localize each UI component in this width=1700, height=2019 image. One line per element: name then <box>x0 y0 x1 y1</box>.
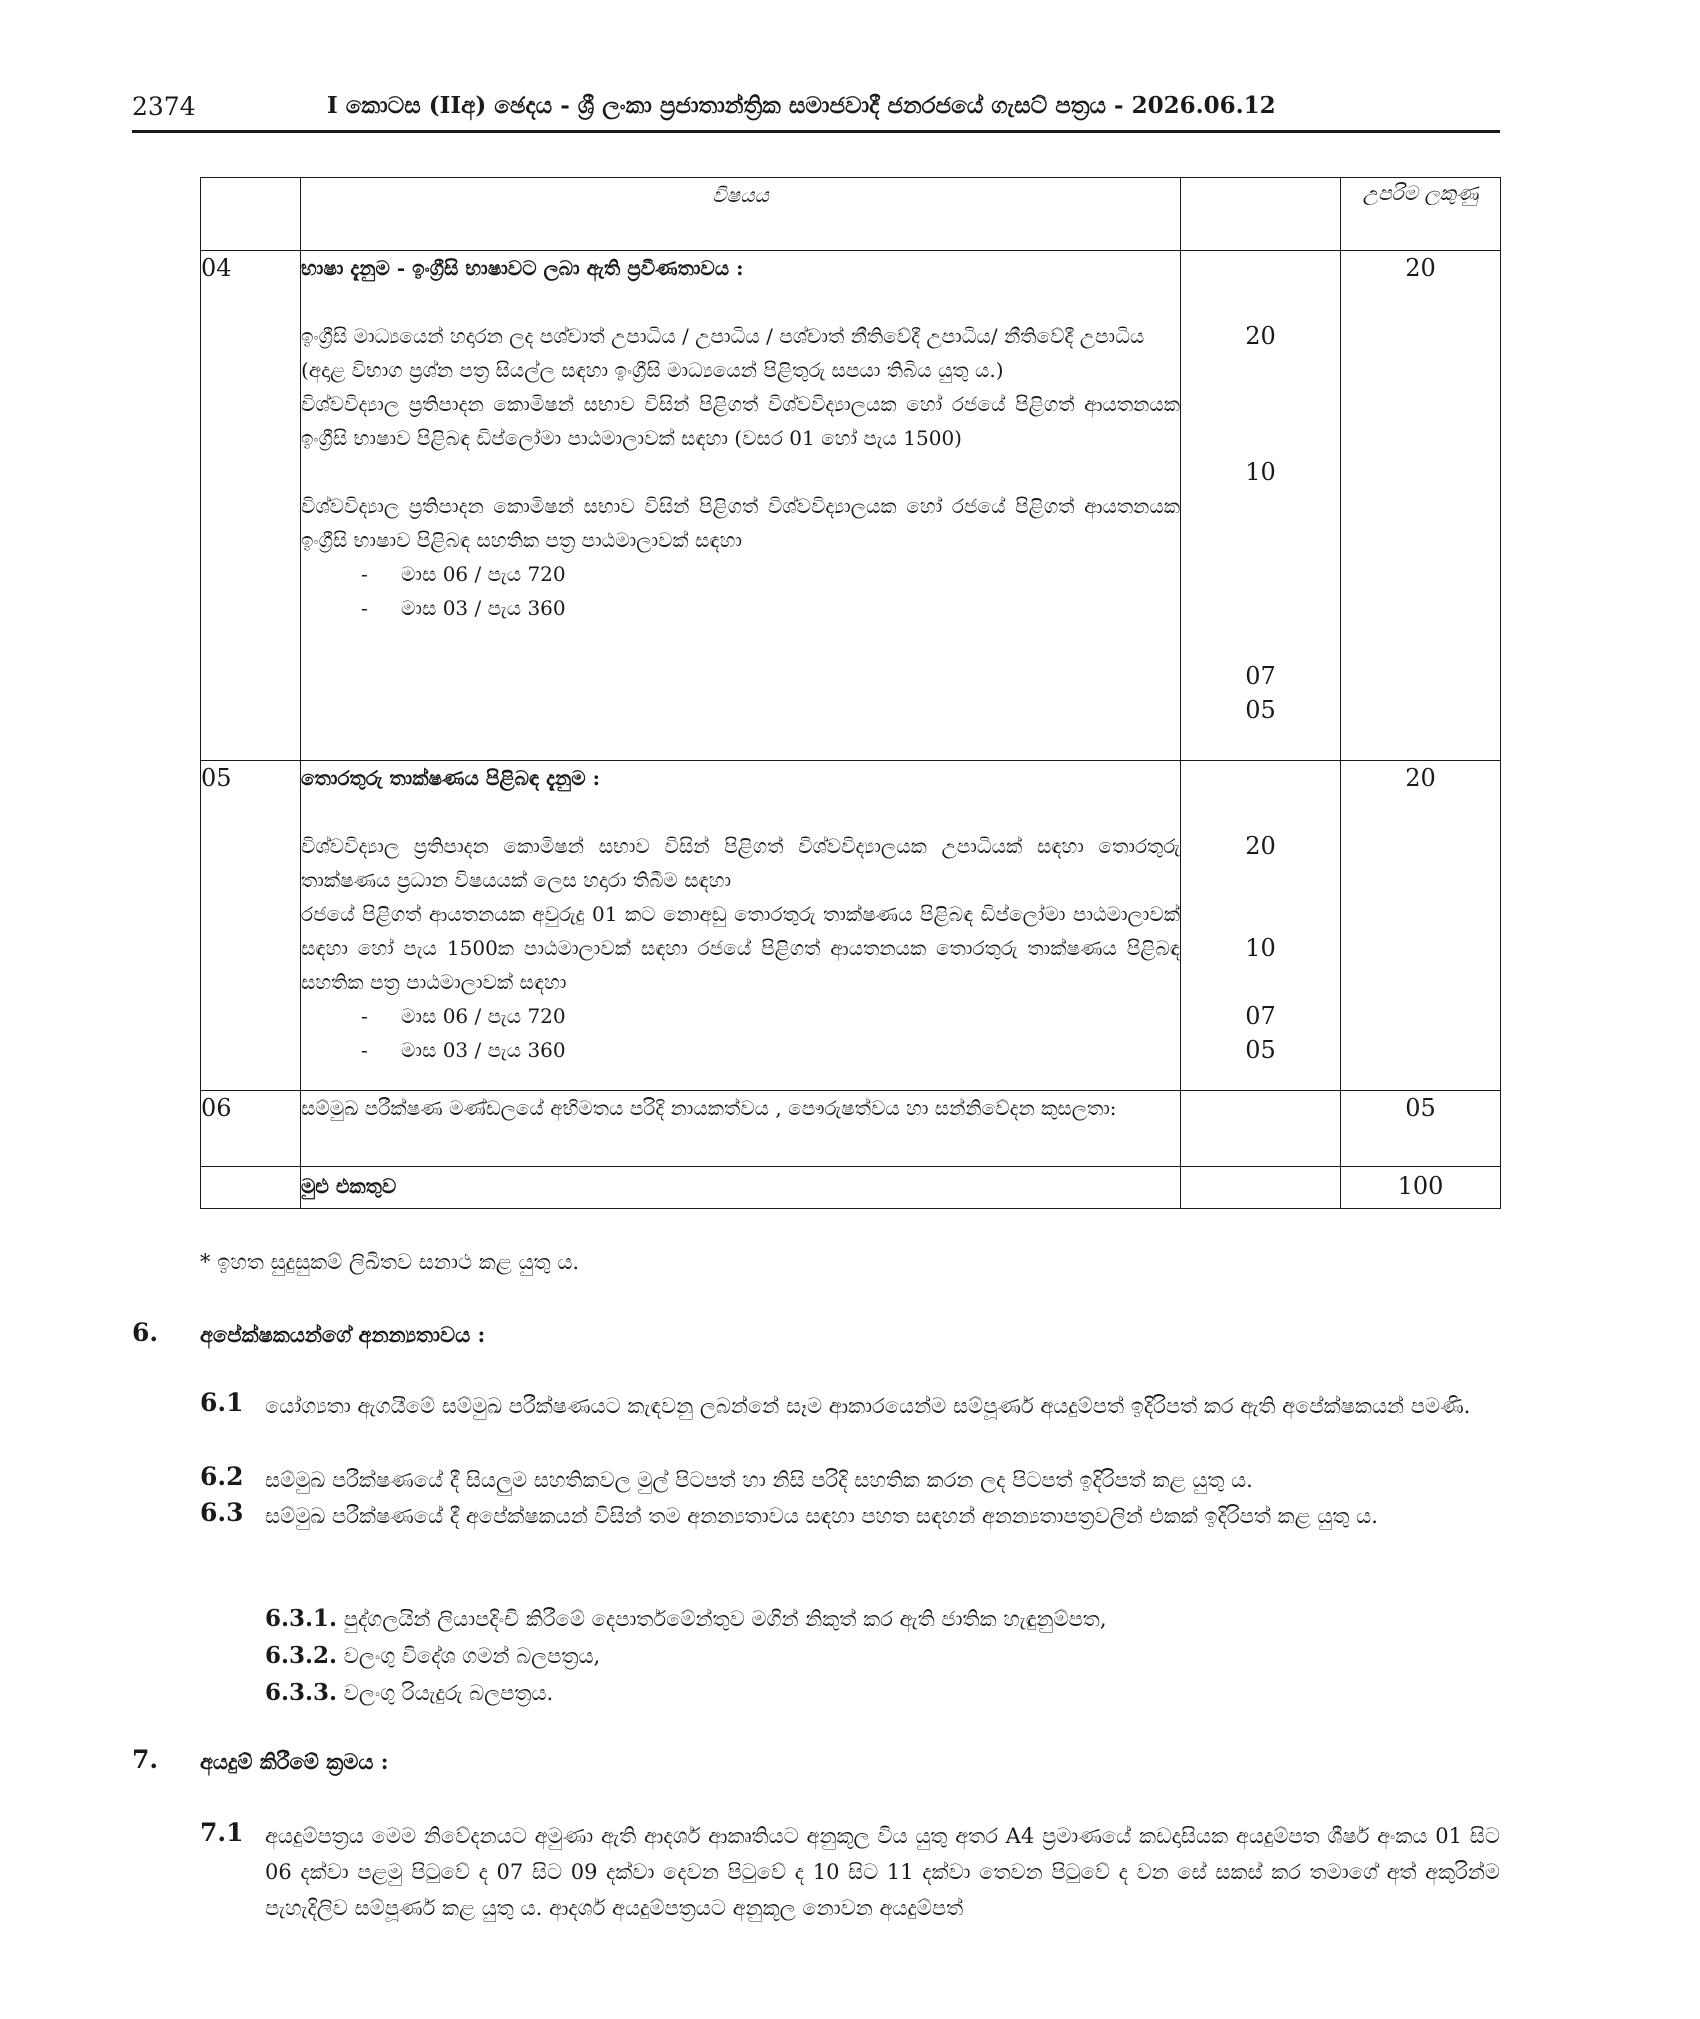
header-cell-max-marks: උපරිම ලකුණු <box>1341 178 1501 251</box>
points-value: 20 <box>1245 322 1276 350</box>
clause-text: සම්මුඛ පරීක්ෂණයේ දී අපේක්ෂකයන් විසින් තම අනන්‍යතාවය සඳහා පහත සඳහන් අනන්‍යතාපත්‍රවලින් එකක් ඉදිරිපත් කළ යුතු ය. <box>265 1504 1378 1528</box>
table-header-row <box>201 178 1501 251</box>
row-points <box>1181 251 1341 761</box>
clause-number: 6.1 <box>200 1388 244 1417</box>
footnote: * ඉහත සුදුසුකම් ලිඛිතව සනාථ කළ යුතු ය. <box>200 1250 580 1274</box>
row-subject: සම්මුඛ පරීක්ෂණ මණ්ඩලයේ අභිමතය පරිදි නායකත්වය , පෞරුෂත්වය හා සන්නිවේදන කුසලතා: <box>301 1091 1181 1167</box>
page-number: 2374 <box>132 92 196 121</box>
header-cell-subject: විෂයය <box>301 178 1181 251</box>
table-row <box>201 761 1501 1091</box>
clause-text: සම්මුඛ පරීක්ෂණයේ දී සියලුම සහතිකවල මුල් පිටපත් හා නිසි පරිදි සහතික කරන ලද පිටපත් ඉදිරිපත් කළ යුතු ය. <box>265 1468 1253 1492</box>
criterion-text: ඉංග්‍රීසි මාධ්‍යයෙන් හදාරන ලද පශ්චාත් උපාධිය / උපාධිය / පශ්චාත් නීතිවේදී උපාධිය/ නීතිවේදී උපාධිය <box>301 324 1145 348</box>
criterion-text: විශ්වවිද්‍යාල ප්‍රතිපාදන කොමිෂන් සභාව විසින් පිළිගත් විශ්වවිද්‍යාලයක හෝ රජයේ පිළිගත් ආයතනයක ඉංග්‍රීසි භාෂාව පිළිබඳ ඩිප්ලෝමා පාඨමාලාවක් සඳහා (වසර 01 හෝ පැය 1500) <box>301 392 1180 450</box>
sub-criterion: - මාස 06 / පැය 720 <box>361 1004 566 1028</box>
sub-criterion: - මාස 03 / පැය 360 <box>361 1038 566 1062</box>
header-cell-points <box>1181 178 1341 251</box>
row-max-marks: 20 <box>1341 761 1501 1091</box>
clause-number: 7.1 <box>200 1818 244 1847</box>
criterion-note: (අදාළ විභාග ප්‍රශ්න පත්‍ර සියල්ල සඳහා ඉංග්‍රීසි මාධ්‍යයෙන් පිළිතුරු සපයා තිබිය යුතු ය.) <box>301 358 1004 382</box>
criterion-text: විශ්වවිද්‍යාල ප්‍රතිපාදන කොමිෂන් සභාව විසින් පිළිගත් විශ්වවිද්‍යාලයක හෝ රජයේ පිළිගත් ආයතනයක ඉංග්‍රීසි භාෂාව පිළිබඳ සහතික පත්‍ර පාඨමාලාවක් සඳහා <box>301 494 1180 552</box>
clause-number: 6.3 <box>200 1498 244 1527</box>
criterion-text: විශ්වවිද්‍යාල ප්‍රතිපාදන කොමිෂන් සභාව විසින් පිළිගත් විශ්වවිද්‍යාලයක උපාධියක් සඳහා තොරතුරු තාක්ෂණය ප්‍රධාන විෂයයක් ලෙස හදාරා තිබීම සඳහා <box>301 834 1180 892</box>
row-number: 04 <box>201 251 301 761</box>
criterion-text: රජයේ පිළිගත් ආයතනයක අවුරුදු 01 කට නොඅඩු තොරතුරු තාක්ෂණය පිළිබඳ ඩිප්ලෝමා පාඨමාලාවක් සඳහා හෝ පැය 1500ක පාඨමාලාවක් සඳහා රජයේ පිළිගත් ආයතනයක තොරතුරු තාක්ෂණය පිළිබඳ සහතික පත්‍ර පාඨමාලාවක් සඳහා <box>301 902 1180 994</box>
sub-criterion: - මාස 06 / පැය 720 <box>361 562 566 586</box>
total-value: 100 <box>1341 1167 1501 1209</box>
total-label: මුළු එකතුව <box>301 1167 1181 1209</box>
row-points <box>1181 761 1341 1091</box>
total-row <box>201 1167 1501 1209</box>
points-value: 10 <box>1245 458 1276 486</box>
points-value: 07 <box>1245 1002 1276 1030</box>
row-subject <box>301 761 1181 1091</box>
row-max-marks: 05 <box>1341 1091 1501 1167</box>
points-value: 07 <box>1245 662 1276 690</box>
section-number: 6. <box>132 1318 159 1347</box>
section-number: 7. <box>132 1745 159 1774</box>
row-max-marks: 20 <box>1341 251 1501 761</box>
clause-text: යෝග්‍යතා ඇගයීමේ සම්මුඛ පරීක්ෂණයට කැඳවනු ලබන්නේ සෑම ආකාරයෙන්ම සම්පූර්ණ අයදුම්පත් ඉදිරිපත් කර ඇති අපේක්ෂකයන් පමණි. <box>265 1394 1471 1418</box>
row-title: තොරතුරු තාක්ෂණය පිළිබඳ දැනුම : <box>301 766 600 790</box>
id-document-item: 6.3.2. වලංගු විදේශ ගමන් බලපත්‍රය, <box>265 1642 601 1669</box>
clause-text: අයදුම්පත්‍රය මෙම නිවේදනයට අමුණා ඇති ආදර්ශ ආකෘතියට අනුකූල විය යුතු අතර A4 ප්‍රමාණයේ කඩදාසියක අයදුම්පත ශීර්ෂ අංකය 01 සිට 06 දක්වා පළමු පිටුවේ ද 07 සිට 09 දක්වා දෙවන පිටුවේ ද 10 සිට 11 දක්වා තෙවන පිටුවේ ද වන සේ සකස් කර තමාගේ අත් අකුරින්ම පැහැදිලිව සම්පූර්ණ කළ යුතු ය. ආදර්ශ අයදුම්පත්‍රයට අනුකූල නොවන අයදුම්පත් <box>265 1824 1500 1920</box>
points-value: 10 <box>1245 934 1276 962</box>
row-number: 06 <box>201 1091 301 1167</box>
clause-number: 6.2 <box>200 1462 244 1491</box>
points-value: 05 <box>1245 1036 1276 1064</box>
row-points <box>1181 1091 1341 1167</box>
table-row <box>201 1091 1501 1167</box>
row-subject <box>301 251 1181 761</box>
table-row <box>201 251 1501 761</box>
id-document-item: 6.3.1. පුද්ගලයින් ලියාපදිංචි කිරීමේ දෙපාර්තමේන්තුව මගින් නිකුත් කර ඇති ජාතික හැඳුනුම්පත, <box>265 1605 1107 1632</box>
header-cell-number <box>201 178 301 251</box>
row-title: භාෂා දැනුම - ඉංග්‍රීසි භාෂාවට ලබා ඇති ප්‍රවීණතාවය : <box>301 256 744 280</box>
row-number: 05 <box>201 761 301 1091</box>
id-document-item: 6.3.3. වලංගු රියැදුරු බලපත්‍රය. <box>265 1679 554 1706</box>
points-value: 05 <box>1245 696 1276 724</box>
sub-criterion: - මාස 03 / පැය 360 <box>361 596 566 620</box>
points-value: 20 <box>1245 832 1276 860</box>
section-heading: අපේක්ෂකයන්ගේ අනන්‍යතාවය : <box>200 1322 486 1347</box>
gazette-title: I කොටස (IIඅ) ඡෙදය - ශ්‍රී ලංකා ප්‍රජාතාන්ත්‍රික සමාජවාදී ජනරජයේ ගැසට් පත්‍රය - 2026.06.12 <box>327 92 1276 119</box>
marks-table <box>200 177 1501 1209</box>
header-rule <box>132 130 1500 133</box>
page-header <box>132 92 1500 132</box>
section-heading: අයදුම් කිරීමේ ක්‍රමය : <box>200 1749 389 1774</box>
